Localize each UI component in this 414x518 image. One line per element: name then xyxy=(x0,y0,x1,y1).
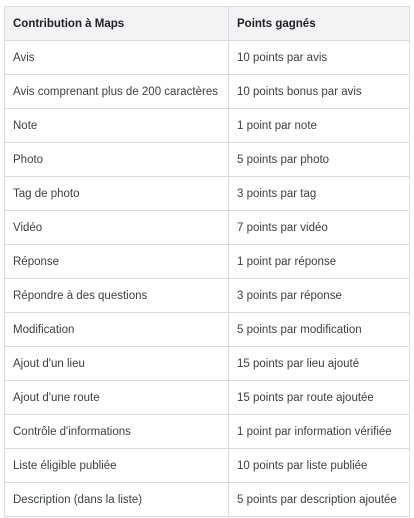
contribution-cell: Modification xyxy=(5,313,229,347)
contribution-cell: Répondre à des questions xyxy=(5,279,229,313)
table-row xyxy=(5,279,410,313)
points-cell: 15 points par lieu ajouté xyxy=(229,347,410,381)
contribution-cell: Ajout d'un lieu xyxy=(5,347,229,381)
contribution-cell: Réponse xyxy=(5,245,229,279)
contribution-cell: Avis comprenant plus de 200 caractères xyxy=(5,75,229,109)
points-cell: 10 points par avis xyxy=(229,41,410,75)
table-row xyxy=(5,483,410,517)
points-cell: 3 points par réponse xyxy=(229,279,410,313)
points-cell: 10 points bonus par avis xyxy=(229,75,410,109)
table-row xyxy=(5,245,410,279)
points-table-container xyxy=(4,6,409,517)
contribution-cell: Description (dans la liste) xyxy=(5,483,229,517)
contribution-cell: Avis xyxy=(5,41,229,75)
table-row xyxy=(5,211,410,245)
points-cell: 5 points par modification xyxy=(229,313,410,347)
table-row xyxy=(5,109,410,143)
points-cell: 5 points par description ajoutée xyxy=(229,483,410,517)
contribution-cell: Note xyxy=(5,109,229,143)
table-row xyxy=(5,143,410,177)
points-cell: 3 points par tag xyxy=(229,177,410,211)
contribution-cell: Ajout d'une route xyxy=(5,381,229,415)
contribution-cell: Photo xyxy=(5,143,229,177)
table-header-row xyxy=(5,7,410,41)
contribution-cell: Liste éligible publiée xyxy=(5,449,229,483)
table-row xyxy=(5,313,410,347)
header-contribution: Contribution à Maps xyxy=(5,7,229,41)
contribution-cell: Tag de photo xyxy=(5,177,229,211)
table-row xyxy=(5,41,410,75)
table-row xyxy=(5,75,410,109)
table-row xyxy=(5,449,410,483)
points-cell: 5 points par photo xyxy=(229,143,410,177)
header-points: Points gagnés xyxy=(229,7,410,41)
points-cell: 1 point par information vérifiée xyxy=(229,415,410,449)
points-cell: 1 point par réponse xyxy=(229,245,410,279)
points-cell: 7 points par vidéo xyxy=(229,211,410,245)
contribution-cell: Vidéo xyxy=(5,211,229,245)
table-row xyxy=(5,177,410,211)
table-row xyxy=(5,381,410,415)
contribution-cell: Contrôle d'informations xyxy=(5,415,229,449)
points-cell: 15 points par route ajoutée xyxy=(229,381,410,415)
table-row xyxy=(5,347,410,381)
points-cell: 10 points par liste publiée xyxy=(229,449,410,483)
points-cell: 1 point par note xyxy=(229,109,410,143)
points-table xyxy=(4,6,410,517)
table-row xyxy=(5,415,410,449)
